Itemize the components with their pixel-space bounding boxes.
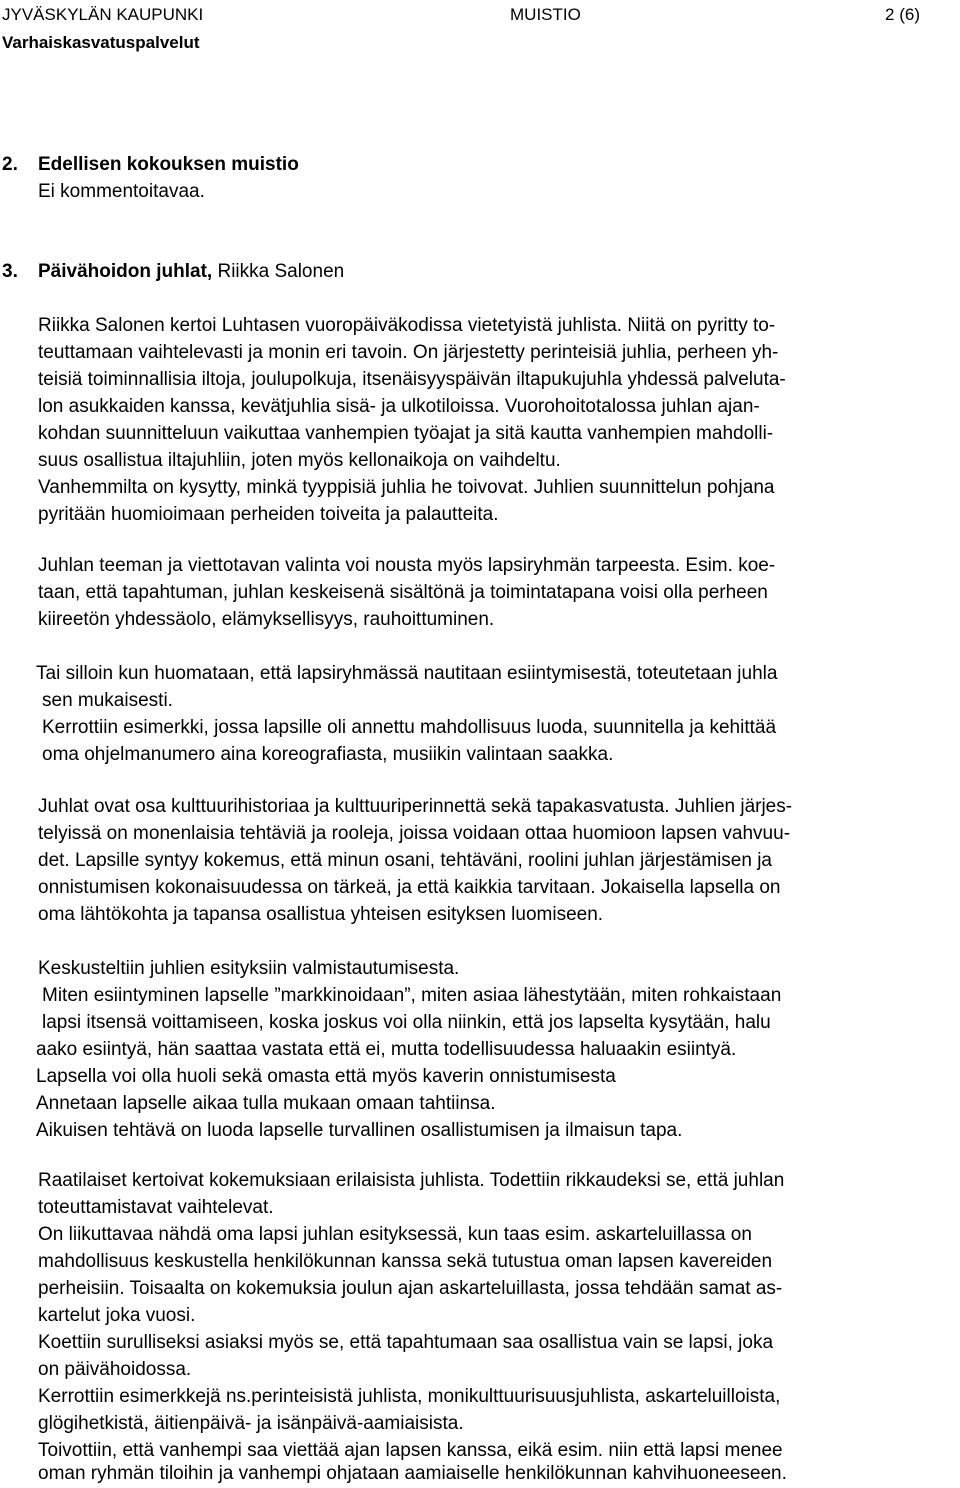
body-line: perheisiin. Toisaalta on kokemuksia joulun ajan askarteluillasta, jossa tehdään samat as- [38, 1278, 783, 1299]
organization-name: JYVÄSKYLÄN KAUPUNKI [2, 5, 204, 24]
body-line: aako esiintyä, hän saattaa vastata että ei, mutta todellisuudessa haluaakin esiintyä. [36, 1039, 737, 1060]
body-line: Aikuisen tehtävä on luoda lapselle turvallinen osallistumisen ja ilmaisun tapa. [36, 1120, 683, 1141]
body-line: lon asukkaiden kanssa, kevätjuhlia sisä- ja ulkotiloissa. Vuorohoitotalossa juhlan ajan- [38, 396, 760, 417]
page-header [2, 2, 948, 28]
body-line: Miten esiintyminen lapselle ”markkinoidaan”, miten asiaa lähestytään, miten rohkaistaan [42, 985, 782, 1006]
body-line: Lapsella voi olla huoli sekä omasta että myös kaverin onnistumisesta [36, 1066, 616, 1087]
page-number: 2 (6) [885, 5, 920, 24]
section-body: Ei kommentoitavaa. [38, 181, 205, 202]
body-line: teuttamaan vaihtelevasti ja monin eri tavoin. On järjestetty perinteisiä juhlia, perheen yh- [38, 342, 779, 363]
body-line: taan, että tapahtuman, juhlan keskeisenä sisältönä ja toimintatapana voisi olla perheen [38, 582, 768, 603]
body-line: mahdollisuus keskustella henkilökunnan kanssa sekä tutustua oman lapsen kavereiden [38, 1251, 773, 1272]
body-line: glögihetkistä, äitienpäivä- ja isänpäivä-aamiaisista. [38, 1413, 464, 1434]
body-line: sen mukaisesti. [42, 690, 173, 711]
body-line: det. Lapsille syntyy kokemus, että minun osani, tehtäväni, roolini juhlan järjestämisen ja [38, 850, 772, 871]
section-heading-2 [2, 151, 299, 178]
body-line: Kerrottiin esimerkki, jossa lapsille oli annettu mahdollisuus luoda, suunnitella ja kehittää [42, 717, 777, 738]
body-line: oma lähtökohta ja tapansa osallistua yhteisen esityksen luomiseen. [38, 904, 604, 925]
body-line: teisiä toiminnallisia iltoja, joulupolkuja, itsenäisyyspäivän iltapukujuhla yhdessä palveluta- [38, 369, 786, 390]
body-line: Vanhemmilta on kysytty, minkä tyyppisiä juhlia he toivovat. Juhlien suunnittelun pohjana [38, 477, 775, 498]
body-line: kiireetön yhdessäolo, elämyksellisyys, rauhoittuminen. [38, 609, 495, 630]
section-presenter: Riikka Salonen [212, 261, 345, 282]
body-line: oma ohjelmanumero aina koreografiasta, musiikin valintaan saakka. [42, 744, 614, 765]
body-line: Kerrottiin esimerkkejä ns.perinteisistä juhlista, monikulttuurisuusjuhlista, askarteluilloista, [38, 1386, 781, 1407]
section-number: 3. [2, 261, 18, 282]
document-type: MUISTIO [510, 5, 581, 24]
body-line: On liikuttavaa nähdä oma lapsi juhlan esityksessä, kun taas esim. askarteluillassa on [38, 1224, 752, 1245]
body-line: Juhlat ovat osa kulttuurihistoriaa ja kulttuuriperinnettä sekä tapakasvatusta. Juhlien järjes- [38, 796, 793, 817]
department-name: Varhaiskasvatuspalvelut [2, 33, 200, 52]
body-line: toteuttamistavat vaihtelevat. [38, 1197, 274, 1218]
body-line: suus osallistua iltajuhliin, joten myös kellonaikoja on vaihdeltu. [38, 450, 561, 471]
section-title: Päivähoidon juhlat, [38, 261, 213, 282]
body-line: Raatilaiset kertoivat kokemuksiaan erilaisista juhlista. Todettiin rikkaudeksi se, että juhlan [38, 1170, 785, 1191]
section-title: Edellisen kokouksen muistio [38, 154, 299, 175]
body-line: telyissä on monenlaisia tehtäviä ja rooleja, joissa voidaan ottaa huomioon lapsen vahvuu- [38, 823, 791, 844]
body-line: pyritään huomioimaan perheiden toiveita ja palautteita. [38, 504, 499, 525]
body-line: lapsi itsensä voittamiseen, koska joskus voi olla niinkin, että jos lapselta kysytään, halu [42, 1012, 771, 1033]
body-line: Koettiin surulliseksi asiaksi myös se, että tapahtumaan saa osallistua vain se lapsi, joka [38, 1332, 774, 1353]
body-line: Riikka Salonen kertoi Luhtasen vuoropäiväkodissa vietetyistä juhlista. Niitä on pyritty to- [38, 315, 776, 336]
body-line: onnistumisen kokonaisuudessa on tärkeä, ja että kaikkia tarvitaan. Jokaisella lapsella on [38, 877, 781, 898]
body-line: kohdan suunnitteluun vaikuttaa vanhempien työajat ja sitä kautta vanhempien mahdolli- [38, 423, 774, 444]
section-heading-3 [2, 258, 344, 285]
body-line: Juhlan teeman ja viettotavan valinta voi nousta myös lapsiryhmän tarpeesta. Esim. koe- [38, 555, 776, 576]
body-line: Toivottiin, että vanhempi saa viettää ajan lapsen kanssa, eikä esim. niin että lapsi menee [38, 1440, 783, 1461]
body-line: Keskusteltiin juhlien esityksiin valmistautumisesta. [38, 958, 460, 979]
body-line: oman ryhmän tiloihin ja vanhempi ohjataan aamiaiselle henkilökunnan kahvihuoneeseen. [38, 1463, 787, 1484]
body-line: on päivähoidossa. [38, 1359, 192, 1380]
body-line: Tai silloin kun huomataan, että lapsiryhmässä nautitaan esiintymisestä, toteutetaan juhla [36, 663, 778, 684]
body-line: kartelut joka vuosi. [38, 1305, 196, 1326]
body-line: Annetaan lapselle aikaa tulla mukaan omaan tahtiinsa. [36, 1093, 496, 1114]
section-number: 2. [2, 154, 18, 175]
